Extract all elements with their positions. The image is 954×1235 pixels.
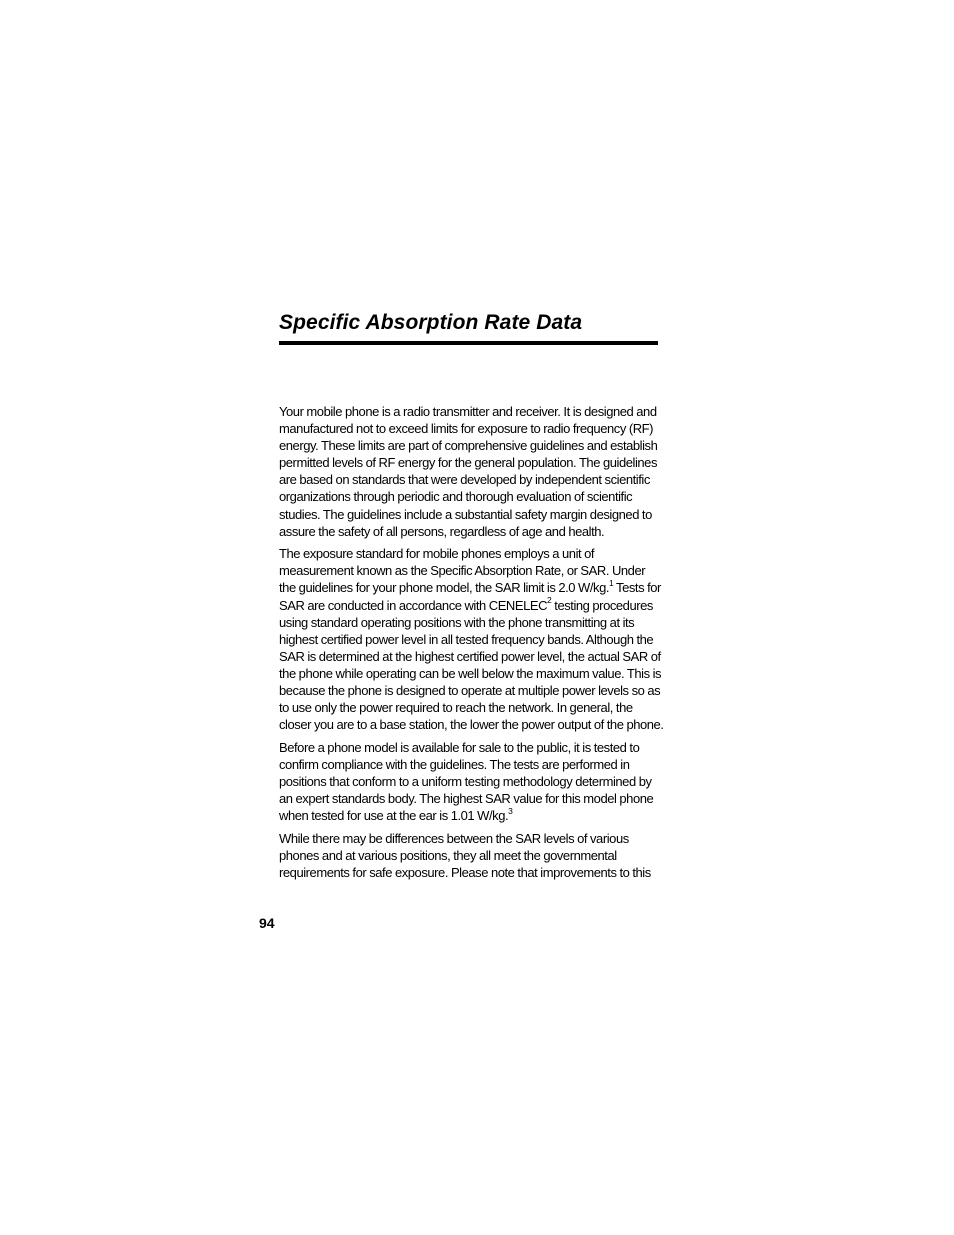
title-rule <box>279 341 658 345</box>
paragraph-text: The exposure standard for mobile phones employs a unit of measurement known as the Specific Absorption Rate, or SAR. Under the guidelines for your phone model, the SAR limit is 2.0 W/kg. <box>279 546 646 596</box>
page-title: Specific Absorption Rate Data <box>279 311 583 334</box>
paragraph-text: Before a phone model is available for sale to the public, it is tested to confirm compliance with the guidelines. The tests are performed in positions that conform to a uniform testing methodology determined by an expert standards body. The highest SAR value for this model phone when tested for use at the ear is 1.01 W/kg. <box>279 739 654 824</box>
paragraph-exposure-standard <box>279 545 664 733</box>
footnote-marker-1: 1 <box>609 578 614 589</box>
paragraph-differences: While there may be differences between the SAR levels of various phones and at various positions, they all meet the governmental requirements for safe exposure. Please note that improvements to this <box>279 830 651 880</box>
paragraph-testing <box>279 739 664 824</box>
paragraph-text: Tests for SAR are conducted in accordance with CENELEC <box>279 580 661 613</box>
page-number: 94 <box>259 915 275 931</box>
body-text <box>279 403 664 887</box>
footnote-marker-2: 2 <box>547 595 552 606</box>
footnote-marker-3: 3 <box>508 805 513 816</box>
paragraph-intro: Your mobile phone is a radio transmitter and receiver. It is designed and manufactured not to exceed limits for exposure to radio frequency (RF) energy. These limits are part of comprehensive guidelines and establish permitted levels of RF energy for the general population. The guidelines are based on standards that were developed by independent scientific organizations through periodic and thorough evaluation of scientific studies. The guidelines include a substantial safety margin designed to assure the safety of all persons, regardless of age and health. <box>279 404 658 539</box>
paragraph-text: testing procedures using standard operating positions with the phone transmitting at its highest certified power level in all tested frequency bands. Although the SAR is determined at the highest certified power level, the actual SAR of the phone while operating can be well below the maximum value. This is because the phone is designed to operate at multiple power levels so as to use only the power required to reach the network. In general, the closer you are to a base station, the lower the power output of the phone. <box>279 597 664 733</box>
